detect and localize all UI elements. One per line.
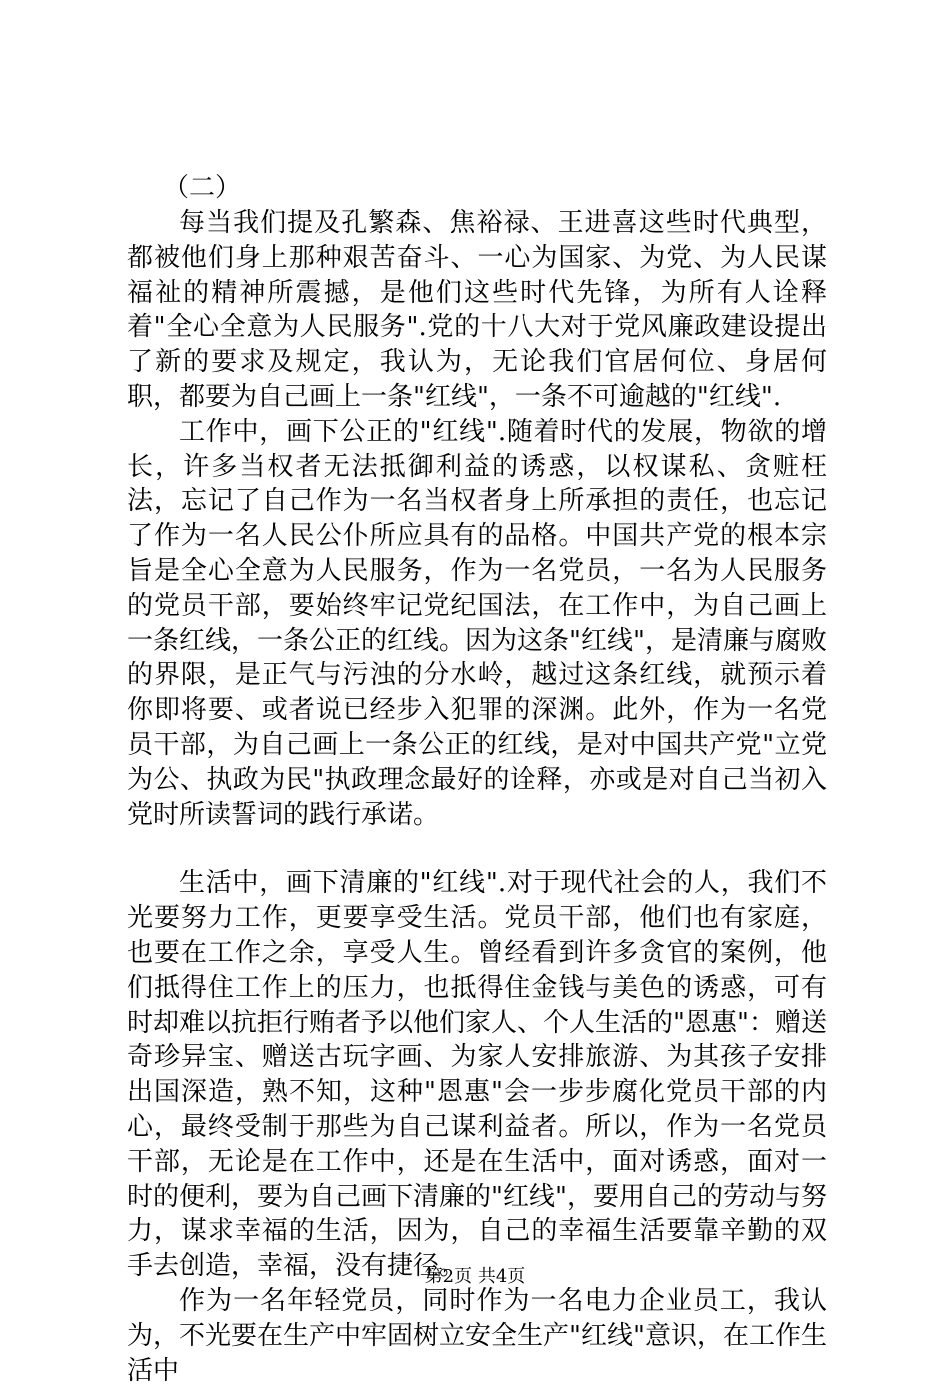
paragraph-life-red-line: 生活中，画下清廉的"红线".对于现代社会的人，我们不光要努力工作，更要享受生活。党员干部，他们也有家庭，也要在工作之余，享受人生。曾经看到许多贪官的案例，他们抵得住工作上的压力，也抵得住金钱与美色的诱惑，可有时却难以抗拒行贿者予以他们家人、个人生活的"恩惠"：赠送奇珍异宝、赠送古玩字画、为家人安排旅游、为其孩子安排出国深造，熟不知，这种"恩惠"会一步步腐化党员干部的内心，最终受制于那些为自己谋利益者。所以，作为一名党员干部，无论是在工作中，还是在生活中，面对诱惑，面对一时的便利，要为自己画下清廉的"红线"，要用自己的劳动与努力，谋求幸福的生活，因为，自己的幸福生活要靠辛勤的双手去创造，幸福，没有捷径。 (127, 868, 827, 1282)
paragraph-young-member: 作为一名年轻党员，同时作为一名电力企业员工，我认为，不光要在生产中牢固树立安全生产"红线"意识，在工作生活中 (127, 1285, 827, 1386)
paragraph-intro: 每当我们提及孔繁森、焦裕禄、王进喜这些时代典型，都被他们身上那种艰苦奋斗、一心为国家、为党、为人民谋福祉的精神所震撼，是他们这些时代先锋，为所有人诠释着"全心全意为人民服务".党的十八大对于党风廉政建设提出了新的要求及规定，我认为，无论我们官居何位、身居何职，都要为自己画上一条"红线"，一条不可逾越的"红线". (127, 208, 827, 412)
section-heading: （二） (163, 173, 242, 203)
document-body (127, 171, 827, 1388)
paragraph-gap (127, 832, 827, 866)
page-number-footer: 第2页 共4页 (424, 1266, 526, 1287)
paragraph-work-red-line: 工作中，画下公正的"红线".随着时代的发展，物欲的增长，许多当权者无法抵御利益的诱惑，以权谋私、贪赃枉法，忘记了自己作为一名当权者身上所承担的责任，也忘记了作为一名人民公仆所应具有的品格。中国共产党的根本宗旨是全心全意为人民服务，作为一名党员，一名为人民服务的党员干部，要始终牢记党纪国法，在工作中，为自己画上一条红线，一条公正的红线。因为这条"红线"，是清廉与腐败的界限，是正气与污浊的分水岭，越过这条红线，就预示着你即将要、或者说已经步入犯罪的深渊。此外，作为一名党员干部，为自己画上一条公正的红线，是对中国共产党"立党为公、执政为民"执政理念最好的诠释，亦或是对自己当初入党时所读誓词的践行承诺。 (127, 416, 827, 830)
